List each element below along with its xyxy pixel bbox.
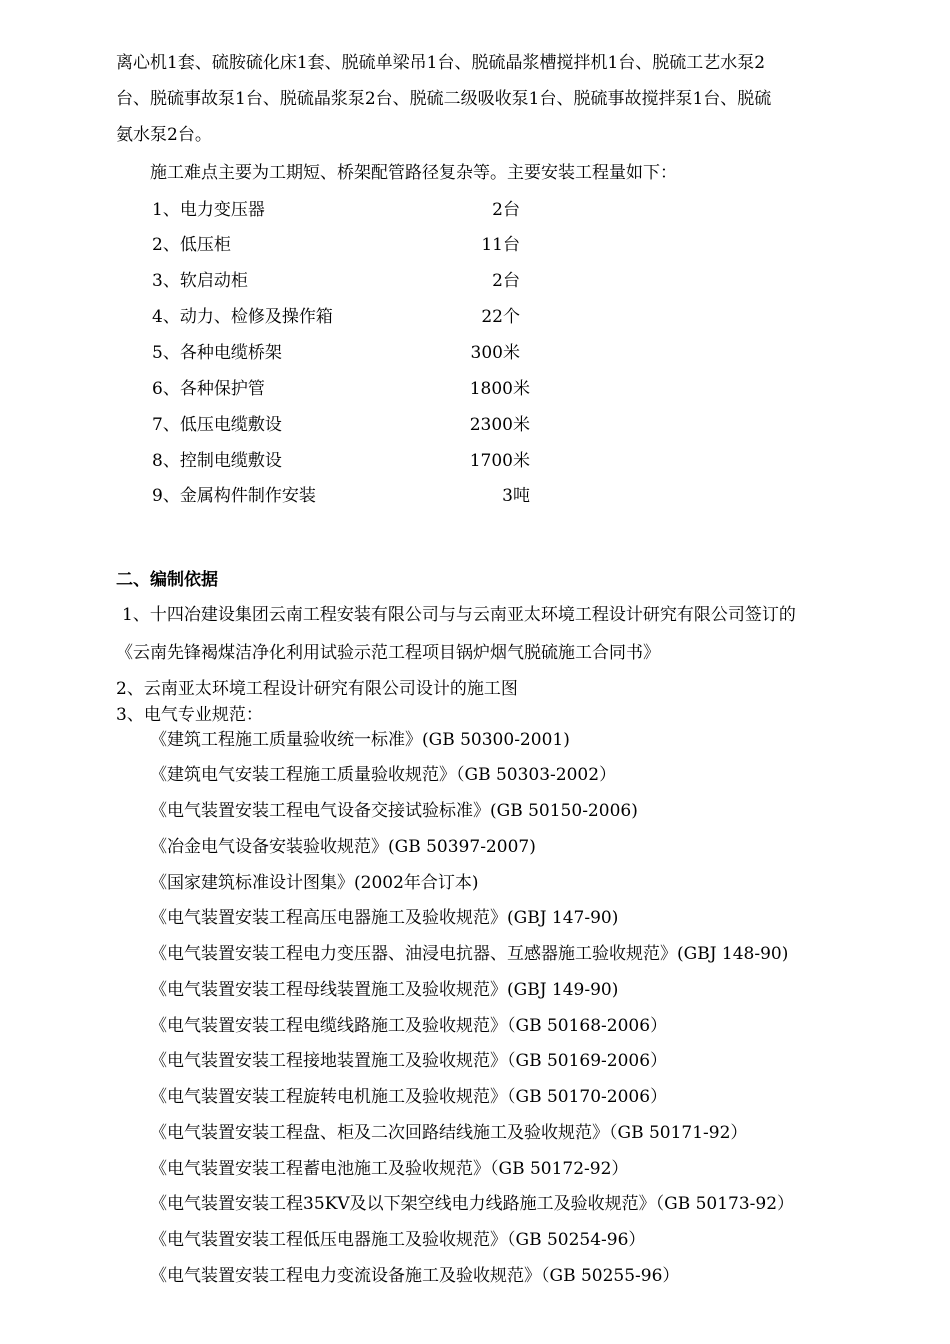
standard-item: 《冶金电气设备安装验收规范》(GB 50397-2007) bbox=[150, 837, 536, 857]
standard-item: 《电气装置安装工程盘、柜及二次回路结线施工及验收规范》（GB 50171-92） bbox=[150, 1123, 748, 1143]
standard-item: 《建筑电气安装工程施工质量验收规范》（GB 50303-2002） bbox=[150, 765, 617, 785]
quantity-value: 11台 bbox=[481, 235, 520, 255]
intro-line-2: 台、脱硫事故泵1台、脱硫晶浆泵2台、脱硫二级吸收泵1台、脱硫事故搅拌泵1台、脱硫 bbox=[116, 89, 772, 109]
quantity-name: 6、各种保护管 bbox=[152, 379, 265, 399]
intro-line-3: 氨水泵2台。 bbox=[116, 125, 212, 145]
intro-line-1: 离心机1套、硫胺硫化床1套、脱硫单梁吊1台、脱硫晶浆槽搅拌机1台、脱硫工艺水泵2 bbox=[116, 53, 766, 73]
quantity-name: 1、电力变压器 bbox=[152, 200, 265, 220]
standard-item: 《电气装置安装工程电力变压器、油浸电抗器、互感器施工验收规范》(GBJ 148-90) bbox=[150, 944, 789, 964]
quantity-value: 2台 bbox=[492, 271, 520, 291]
standard-item: 《电气装置安装工程电气设备交接试验标准》(GB 50150-2006) bbox=[150, 801, 638, 821]
difficulty-paragraph: 施工难点主要为工期短、桥架配管路径复杂等。主要安装工程量如下： bbox=[150, 163, 677, 183]
quantity-value: 300米 bbox=[470, 343, 520, 363]
quantity-value: 1800米 bbox=[469, 379, 530, 399]
standard-item: 《电气装置安装工程接地装置施工及验收规范》（GB 50169-2006） bbox=[150, 1051, 668, 1071]
standard-item: 《电气装置安装工程蓄电池施工及验收规范》（GB 50172-92） bbox=[150, 1159, 629, 1179]
standard-item: 《电气装置安装工程高压电器施工及验收规范》(GBJ 147-90) bbox=[150, 908, 619, 928]
quantity-name: 8、控制电缆敷设 bbox=[152, 451, 282, 471]
quantity-value: 2300米 bbox=[469, 415, 530, 435]
quantity-value: 2台 bbox=[492, 200, 520, 220]
basis-item-2: 2、云南亚太环境工程设计研究有限公司设计的施工图 bbox=[116, 679, 518, 699]
quantity-value: 3吨 bbox=[502, 486, 530, 506]
basis-item-3: 3、电气专业规范： bbox=[116, 705, 263, 725]
quantity-name: 3、软启动柜 bbox=[152, 271, 248, 291]
quantity-name: 4、动力、检修及操作箱 bbox=[152, 307, 333, 327]
quantity-name: 9、金属构件制作安装 bbox=[152, 486, 316, 506]
quantity-name: 5、各种电缆桥架 bbox=[152, 343, 282, 363]
standard-item: 《电气装置安装工程低压电器施工及验收规范》（GB 50254-96） bbox=[150, 1230, 646, 1250]
standard-item: 《电气装置安装工程35KV及以下架空线电力线路施工及验收规范》（GB 50173-92） bbox=[150, 1194, 795, 1214]
section-heading: 二、编制依据 bbox=[116, 570, 218, 590]
standard-item: 《电气装置安装工程旋转电机施工及验收规范》（GB 50170-2006） bbox=[150, 1087, 668, 1107]
standard-item: 《电气装置安装工程母线装置施工及验收规范》(GBJ 149-90) bbox=[150, 980, 619, 1000]
basis-item-1-line-2: 《云南先锋褐煤洁净化利用试验示范工程项目锅炉烟气脱硫施工合同书》 bbox=[116, 643, 660, 663]
quantity-name: 2、低压柜 bbox=[152, 235, 231, 255]
quantity-value: 22个 bbox=[481, 307, 520, 327]
quantity-name: 7、低压电缆敷设 bbox=[152, 415, 282, 435]
standard-item: 《电气装置安装工程电力变流设备施工及验收规范》（GB 50255-96） bbox=[150, 1266, 680, 1286]
basis-item-1-line-1: 1、十四冶建设集团云南工程安装有限公司与与云南亚太环境工程设计研究有限公司签订的 bbox=[122, 605, 796, 625]
standard-item: 《国家建筑标准设计图集》(2002年合订本) bbox=[150, 873, 479, 893]
standard-item: 《电气装置安装工程电缆线路施工及验收规范》（GB 50168-2006） bbox=[150, 1016, 668, 1036]
quantity-value: 1700米 bbox=[469, 451, 530, 471]
standard-item: 《建筑工程施工质量验收统一标准》(GB 50300-2001) bbox=[150, 730, 570, 750]
